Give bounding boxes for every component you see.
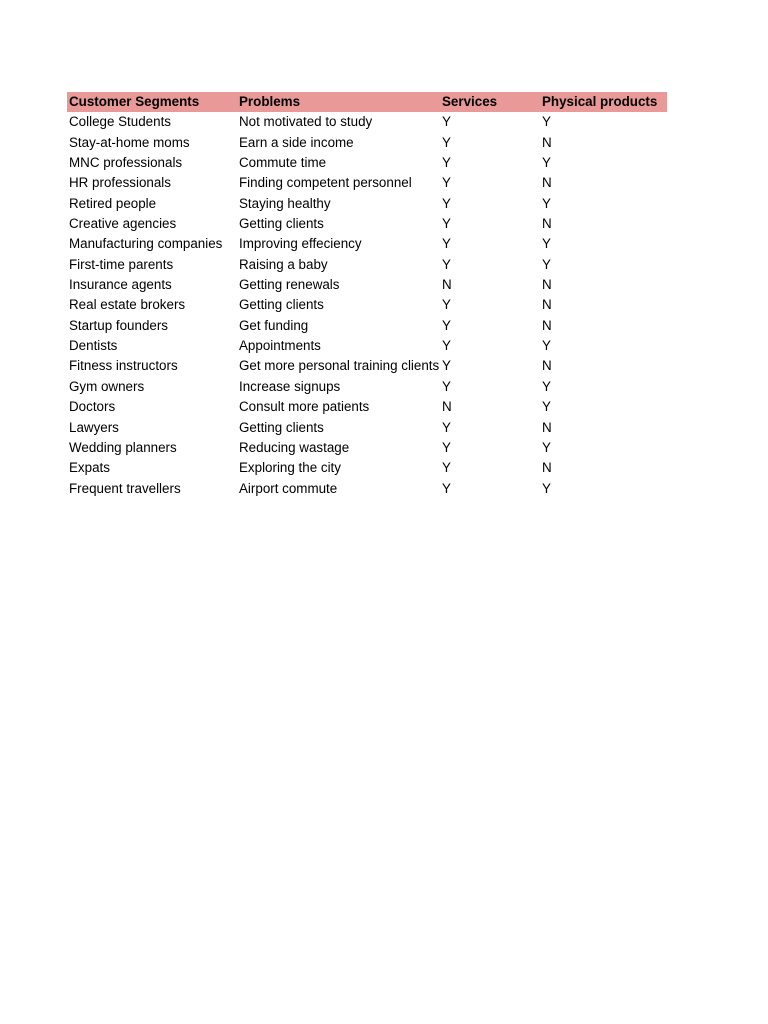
table-row	[67, 194, 667, 214]
cell-problem: Increase signups	[239, 378, 341, 394]
table-header-row	[67, 92, 667, 112]
cell-customer-segment: Retired people	[69, 195, 157, 211]
cell-customer-segment: Insurance agents	[69, 277, 172, 293]
header-problems: Problems	[239, 94, 301, 109]
cell-problem: Get funding	[239, 317, 309, 333]
cell-customer-segment: MNC professionals	[69, 155, 183, 171]
cell-physical-products: Y	[542, 236, 551, 252]
table-row	[67, 275, 667, 295]
cell-physical-products: Y	[542, 480, 551, 496]
cell-customer-segment: College Students	[69, 114, 171, 130]
table-row	[67, 255, 667, 275]
cell-physical-products: N	[542, 419, 552, 435]
cell-problem: Raising a baby	[239, 256, 328, 272]
cell-problem: Getting clients	[239, 216, 324, 232]
cell-physical-products: N	[542, 317, 552, 333]
table-row	[67, 418, 667, 438]
cell-problem: Staying healthy	[239, 195, 331, 211]
cell-services: Y	[442, 114, 451, 130]
cell-customer-segment: Real estate brokers	[69, 297, 186, 313]
cell-physical-products: N	[542, 175, 552, 191]
cell-physical-products: N	[542, 134, 552, 150]
cell-services: Y	[442, 195, 451, 211]
cell-services: Y	[442, 256, 451, 272]
cell-customer-segment: Frequent travellers	[69, 480, 181, 496]
cell-physical-products: Y	[542, 155, 551, 171]
cell-problem: Not motivated to study	[239, 114, 373, 130]
cell-problem: Consult more patients	[239, 399, 370, 415]
cell-services: Y	[442, 236, 451, 252]
cell-problem: Appointments	[239, 338, 321, 354]
cell-physical-products: N	[542, 277, 552, 293]
cell-services: Y	[442, 317, 451, 333]
table-row	[67, 479, 667, 499]
table-row	[67, 458, 667, 478]
cell-customer-segment: Gym owners	[69, 378, 145, 394]
table-row	[67, 336, 667, 356]
cell-problem: Commute time	[239, 155, 327, 171]
cell-customer-segment: Startup founders	[69, 317, 169, 333]
cell-services: N	[442, 277, 452, 293]
table-row	[67, 153, 667, 173]
cell-services: Y	[442, 155, 451, 171]
cell-services: N	[442, 399, 452, 415]
cell-problem: Getting clients	[239, 297, 324, 313]
cell-physical-products: Y	[542, 439, 551, 455]
header-physical-products: Physical products	[542, 94, 658, 109]
cell-services: Y	[442, 338, 451, 354]
cell-customer-segment: Doctors	[69, 399, 116, 415]
header-customer-segments: Customer Segments	[69, 94, 200, 109]
cell-problem: Getting renewals	[239, 277, 340, 293]
cell-services: Y	[442, 216, 451, 232]
cell-problem: Improving effeciency	[239, 236, 362, 252]
cell-physical-products: N	[542, 216, 552, 232]
cell-services: Y	[442, 439, 451, 455]
cell-customer-segment: Wedding planners	[69, 439, 177, 455]
table-row	[67, 377, 667, 397]
cell-physical-products: Y	[542, 195, 551, 211]
cell-customer-segment: HR professionals	[69, 175, 171, 191]
table-row	[67, 397, 667, 417]
cell-problem: Airport commute	[239, 480, 338, 496]
cell-customer-segment: First-time parents	[69, 256, 174, 272]
table-row	[67, 438, 667, 458]
table-body	[67, 112, 667, 499]
cell-physical-products: Y	[542, 256, 551, 272]
cell-problem: Reducing wastage	[239, 439, 350, 455]
header-services: Services	[442, 94, 498, 109]
table-row	[67, 356, 667, 376]
table-row	[67, 295, 667, 315]
cell-services: Y	[442, 480, 451, 496]
cell-problem: Getting clients	[239, 419, 324, 435]
cell-physical-products: Y	[542, 114, 551, 130]
cell-problem: Get more personal training clients	[239, 358, 440, 374]
cell-customer-segment: Lawyers	[69, 419, 119, 435]
cell-customer-segment: Fitness instructors	[69, 358, 178, 374]
cell-physical-products: N	[542, 358, 552, 374]
cell-physical-products: Y	[542, 378, 551, 394]
table-row	[67, 133, 667, 153]
table-row	[67, 234, 667, 254]
cell-problem: Finding competent personnel	[239, 175, 412, 191]
cell-customer-segment: Manufacturing companies	[69, 236, 223, 252]
cell-services: Y	[442, 419, 451, 435]
table-row	[67, 112, 667, 132]
spreadsheet-table	[67, 92, 667, 499]
cell-services: Y	[442, 175, 451, 191]
cell-customer-segment: Creative agencies	[69, 216, 177, 232]
cell-customer-segment: Expats	[69, 460, 110, 476]
table-row	[67, 173, 667, 193]
cell-physical-products: Y	[542, 338, 551, 354]
cell-services: Y	[442, 134, 451, 150]
table-row	[67, 214, 667, 234]
cell-services: Y	[442, 378, 451, 394]
cell-services: Y	[442, 460, 451, 476]
cell-physical-products: N	[542, 297, 552, 313]
cell-services: Y	[442, 297, 451, 313]
cell-problem: Exploring the city	[239, 460, 341, 476]
cell-customer-segment: Dentists	[69, 338, 118, 354]
cell-physical-products: N	[542, 460, 552, 476]
cell-services: Y	[442, 358, 451, 374]
table-row	[67, 316, 667, 336]
cell-physical-products: Y	[542, 399, 551, 415]
cell-customer-segment: Stay-at-home moms	[69, 134, 190, 150]
cell-problem: Earn a side income	[239, 134, 354, 150]
